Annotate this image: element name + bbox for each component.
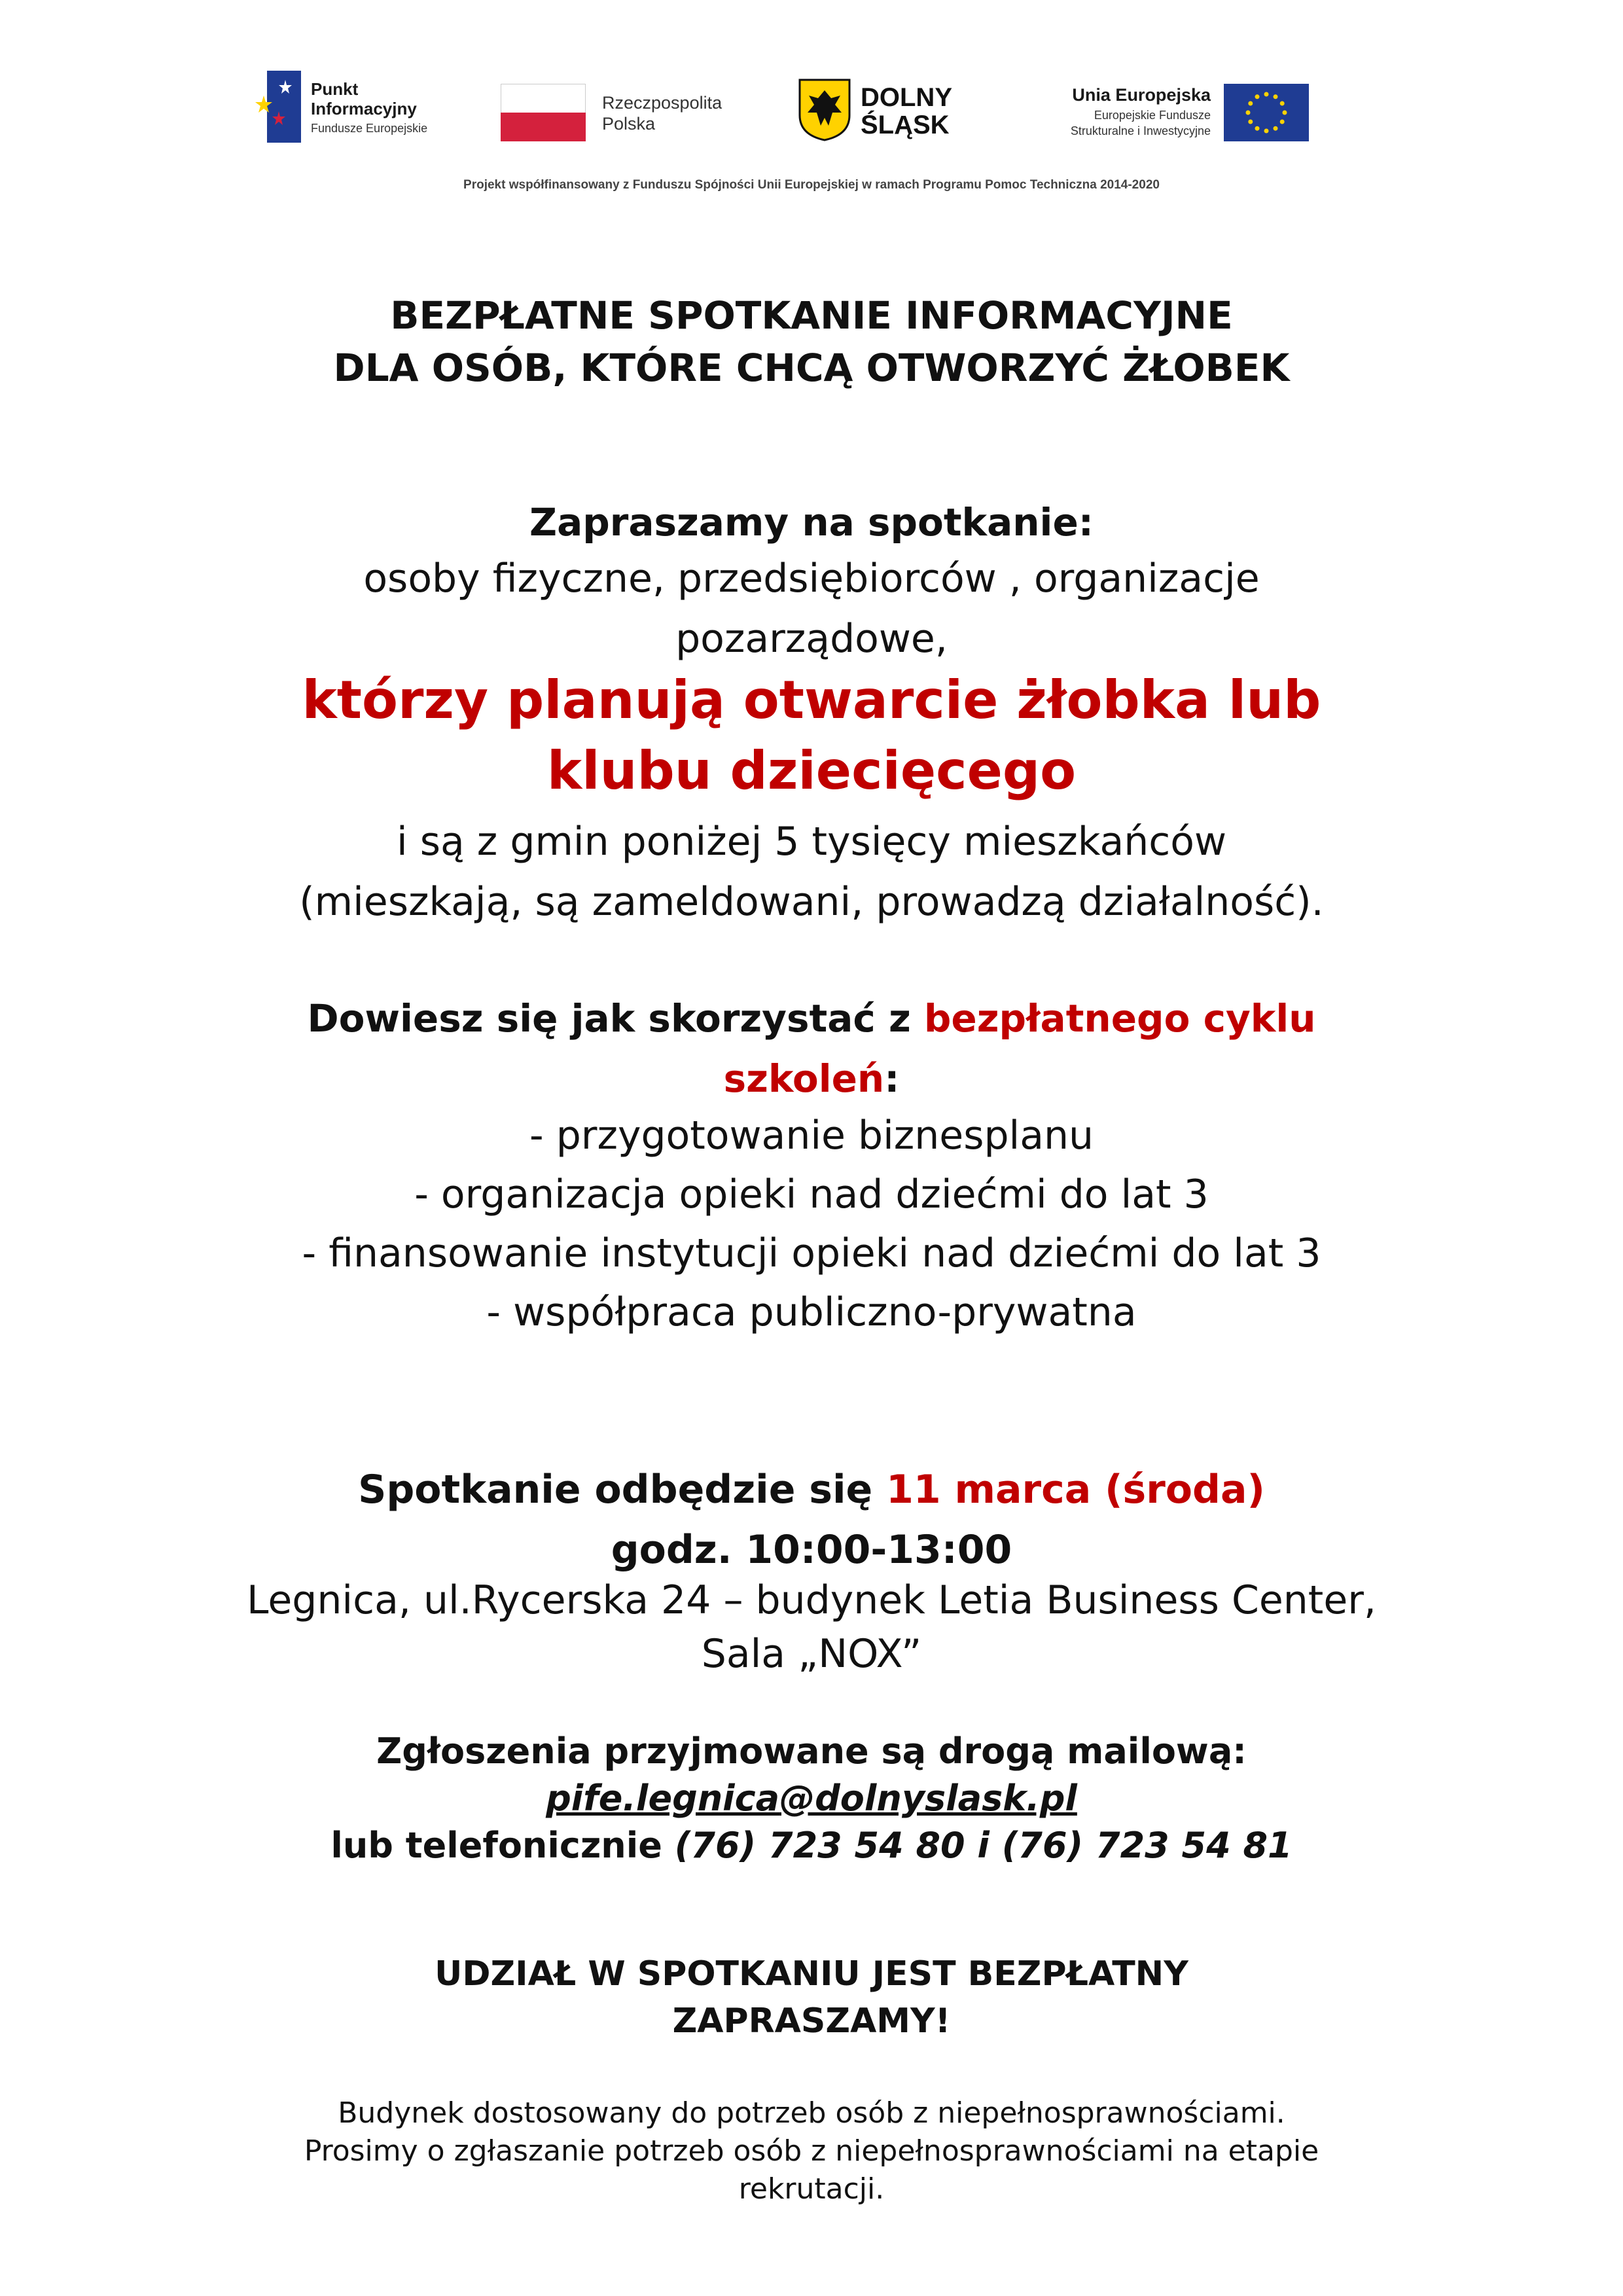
invite-line-2: pozarządowe,: [675, 616, 948, 662]
training-prefix: Dowiesz się jak skorzystać z: [307, 996, 924, 1041]
ue-logo-line2: Europejskie Fundusze: [1094, 109, 1211, 122]
training-list: [0, 1106, 1623, 1342]
punkt-logo-line2: Informacyjny: [311, 99, 417, 118]
email-link[interactable]: pife.legnica@dolnyslask.pl: [546, 1778, 1077, 1819]
invite-conditions: [0, 812, 1623, 932]
place-line-1: Legnica, ul.Rycerska 24 – budynek Letia Business Center,: [247, 1577, 1376, 1623]
punkt-logo-line3: Fundusze Europejskie: [311, 122, 428, 135]
ue-logo-line3: Strukturalne i Inwestycyjne: [1070, 124, 1211, 137]
meeting-date: 11 marca (środa): [886, 1467, 1265, 1513]
registration-info: [0, 1728, 1623, 1869]
eu-flag-icon: [1224, 84, 1309, 141]
invite-line-1: osoby fizyczne, przedsiębiorców , organizacje: [363, 556, 1260, 601]
highlight-line-1: którzy planują otwarcie żłobka lub: [302, 670, 1321, 730]
list-item: - organizacja opieki nad dziećmi do lat 3: [414, 1172, 1209, 1217]
training-highlight-2: szkoleń: [723, 1056, 885, 1101]
list-item: - współpraca publiczno-prywatna: [486, 1289, 1137, 1335]
ue-logo-line1: Unia Europejska: [1072, 85, 1211, 105]
eu-star-icon: [1246, 111, 1251, 115]
polish-flag-icon: [501, 84, 586, 141]
logo-strip: [223, 59, 1329, 196]
closing-line-2: ZAPRASZAMY!: [672, 2001, 951, 2041]
place-line-2: Sala „NOX”: [701, 1631, 922, 1677]
list-item: - finansowanie instytucji opieki nad dziećmi do lat 3: [302, 1230, 1321, 1276]
rp-logo-line1: Rzeczpospolita: [602, 93, 722, 113]
condition-line-1: i są z gmin poniżej 5 tysięcy mieszkańców: [396, 819, 1227, 865]
closing-line-1: UDZIAŁ W SPOTKANIU JEST BEZPŁATNY: [435, 1954, 1188, 1994]
eu-star-icon: [1264, 92, 1269, 97]
eu-star-icon: [1255, 94, 1260, 99]
dolny-slask-coat-of-arms-icon: [798, 79, 851, 141]
eu-star-icon: [1280, 120, 1285, 124]
phone-prefix: lub telefonicznie: [330, 1825, 675, 1866]
eu-star-icon: [1283, 111, 1287, 115]
ds-logo-line2: ŚLĄSK: [861, 111, 950, 139]
accessibility-line-1: Budynek dostosowany do potrzeb osób z niepełnosprawnościami.: [338, 2096, 1285, 2130]
training-heading: [0, 988, 1623, 1109]
ds-logo-line1: DOLNY: [861, 83, 952, 112]
eu-star-icon: [1248, 101, 1253, 106]
meeting-time: godz. 10:00-13:00: [611, 1527, 1012, 1573]
rp-logo-line2: Polska: [602, 114, 656, 134]
registration-heading: Zgłoszenia przyjmowane są drogą mailową:: [376, 1731, 1247, 1772]
page-title: [0, 289, 1623, 394]
title-line-2: DLA OSÓB, KTÓRE CHCĄ OTWORZYĆ ŻŁOBEK: [333, 346, 1290, 390]
meeting-prefix: Spotkanie odbędzie się: [358, 1467, 887, 1513]
eu-star-icon: [1255, 126, 1260, 131]
list-item: - przygotowanie biznesplanu: [529, 1113, 1094, 1158]
phone-numbers: (76) 723 54 80 i (76) 723 54 81: [674, 1825, 1293, 1866]
eu-star-icon: [1280, 101, 1285, 106]
accessibility-line-2: Prosimy o zgłaszanie potrzeb osób z niepełnosprawnościami na etapie: [304, 2134, 1319, 2168]
invite-highlight: [0, 665, 1623, 806]
accessibility-note: [0, 2094, 1623, 2208]
invite-heading: Zapraszamy na spotkanie:: [529, 500, 1094, 545]
eu-star-icon: [1248, 120, 1253, 124]
punkt-logo-line1: Punkt: [311, 79, 359, 99]
title-line-1: BEZPŁATNE SPOTKANIE INFORMACYJNE: [390, 293, 1233, 338]
training-suffix: :: [884, 1056, 900, 1101]
meeting-when: [0, 1460, 1623, 1580]
closing-note: [0, 1950, 1623, 2045]
condition-line-2: (mieszkają, są zameldowani, prowadzą działalność).: [299, 879, 1324, 925]
training-highlight-1: bezpłatnego cyklu: [923, 996, 1316, 1041]
highlight-line-2: klubu dziecięcego: [546, 740, 1077, 801]
eu-star-icon: [1264, 129, 1269, 134]
eu-star-icon: [1274, 126, 1278, 131]
meeting-place: [0, 1573, 1623, 1681]
funding-note: Projekt współfinansowany z Funduszu Spójności Unii Europejskiej w ramach Programu Pomoc Techniczna 2014-2020: [463, 178, 1160, 192]
fundusze-europejskie-logo-icon: [255, 71, 301, 143]
invite-audience: [0, 548, 1623, 669]
accessibility-line-3: rekrutacji.: [738, 2172, 885, 2206]
eu-star-icon: [1274, 94, 1278, 99]
